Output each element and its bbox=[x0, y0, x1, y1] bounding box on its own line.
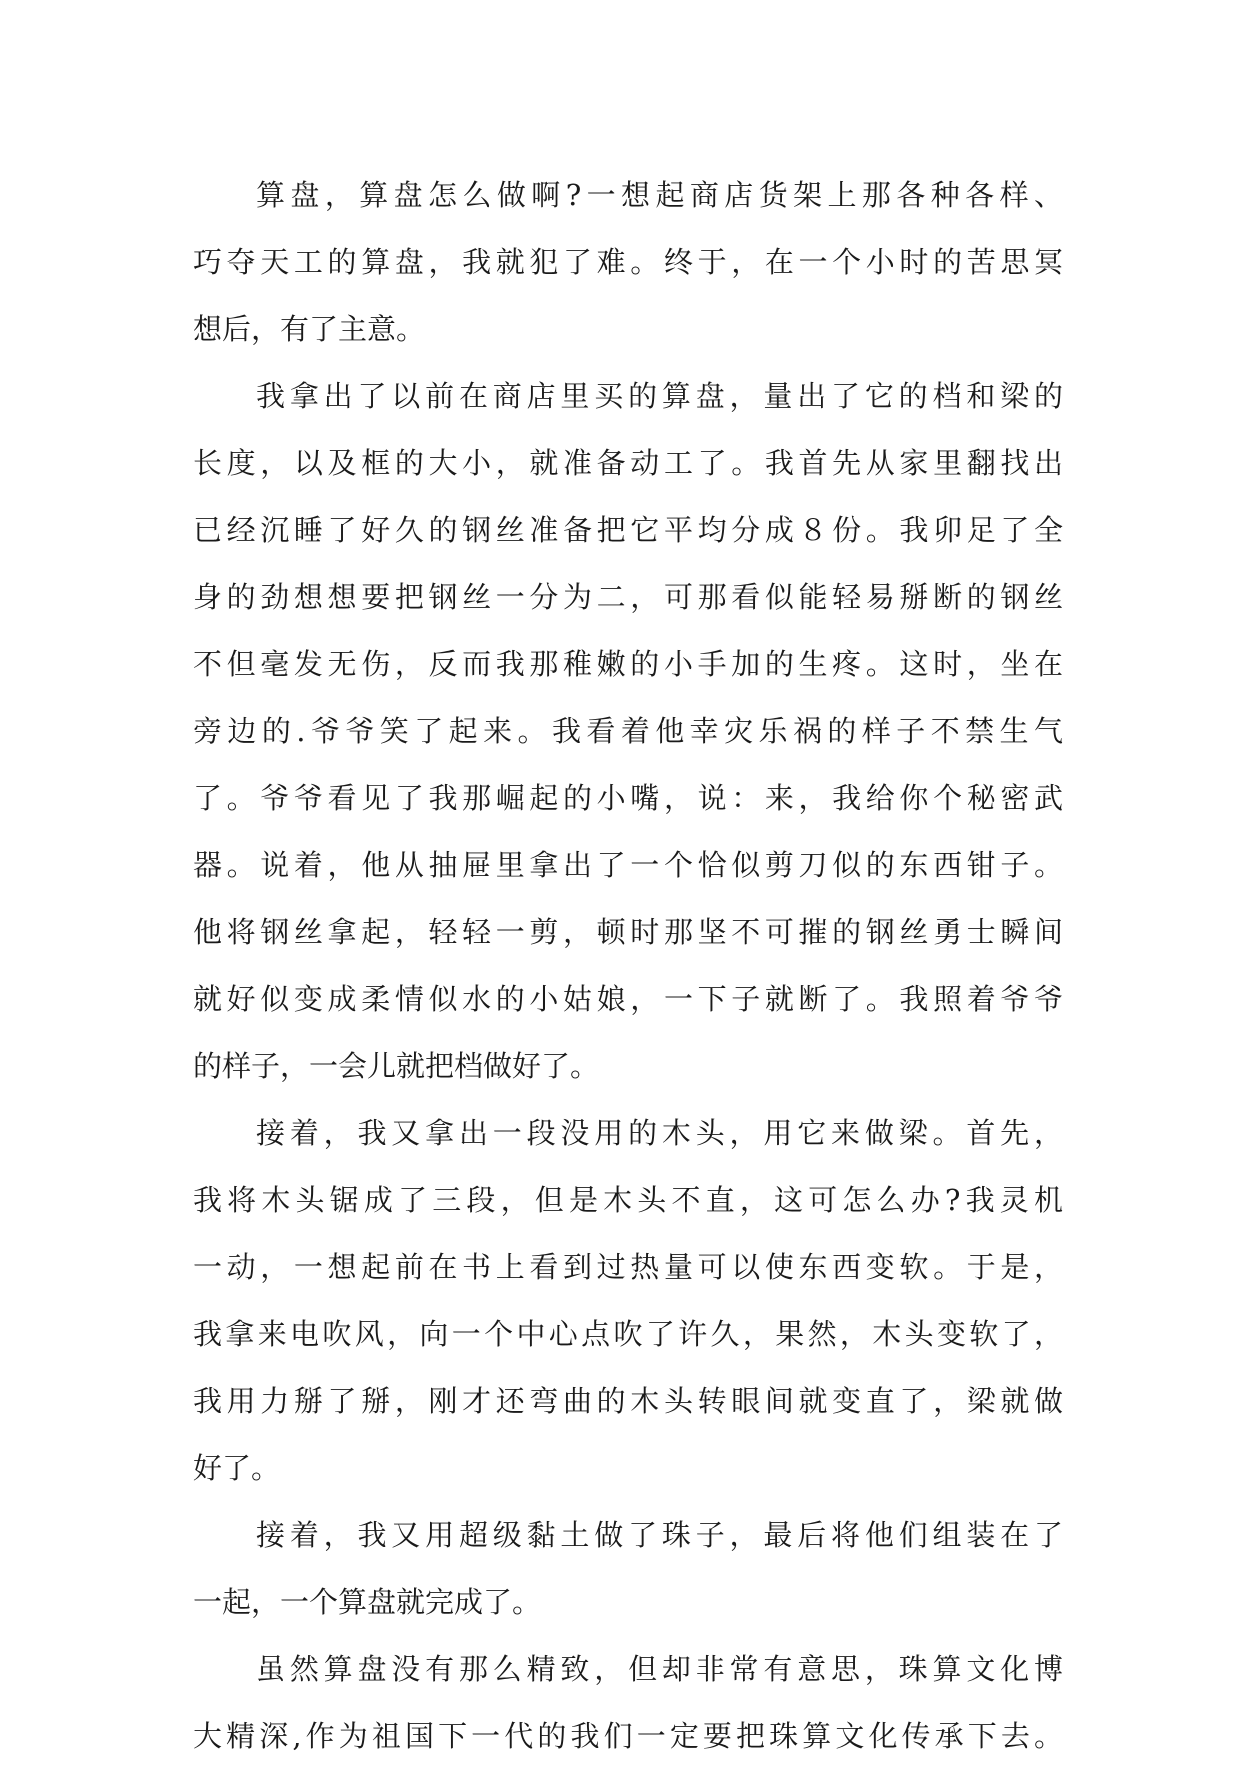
text-line: 算盘，算盘怎么做啊?一想起商店货架上那各种各样、 bbox=[256, 178, 1063, 212]
paragraph-1 bbox=[193, 162, 1063, 363]
text-line: 巧夺天工的算盘，我就犯了难。终于，在一个小时的苦思冥 bbox=[193, 245, 1063, 279]
text-line: 旁边的.爷爷笑了起来。我看着他幸灾乐祸的样子不禁生气 bbox=[193, 714, 1063, 748]
text-line: 虽然算盘没有那么精致，但却非常有意思，珠算文化博 bbox=[256, 1652, 1063, 1686]
text-line: 接着，我又用超级黏土做了珠子，最后将他们组装在了 bbox=[256, 1518, 1063, 1552]
text-line: 我用力掰了掰，刚才还弯曲的木头转眼间就变直了，梁就做 bbox=[193, 1384, 1063, 1418]
text-line: 就好似变成柔情似水的小姑娘，一下子就断了。我照着爷爷 bbox=[193, 982, 1063, 1016]
text-line: 长度，以及框的大小，就准备动工了。我首先从家里翻找出 bbox=[193, 446, 1063, 480]
paragraph-5 bbox=[193, 1636, 1063, 1770]
paragraph-4 bbox=[193, 1502, 1063, 1636]
text-line: 一动，一想起前在书上看到过热量可以使东西变软。于是， bbox=[193, 1250, 1063, 1284]
text-line: 不但毫发无伤，反而我那稚嫩的小手加的生疼。这时，坐在 bbox=[193, 647, 1063, 681]
text-line: 我拿出了以前在商店里买的算盘，量出了它的档和梁的 bbox=[256, 379, 1063, 413]
text-line: 接着，我又拿出一段没用的木头，用它来做梁。首先， bbox=[256, 1116, 1063, 1150]
text-line: 已经沉睡了好久的钢丝准备把它平均分成８份。我卯足了全 bbox=[193, 513, 1063, 547]
text-line: 大精深,作为祖国下一代的我们一定要把珠算文化传承下去。 bbox=[193, 1719, 1063, 1753]
text-line: 身的劲想想要把钢丝一分为二，可那看似能轻易掰断的钢丝 bbox=[193, 580, 1063, 614]
text-line: 的样子，一会儿就把档做好了。 bbox=[193, 1049, 600, 1083]
document-body bbox=[193, 162, 1063, 1770]
text-line: 我拿来电吹风，向一个中心点吹了许久，果然，木头变软了， bbox=[193, 1317, 1063, 1351]
paragraph-2 bbox=[193, 363, 1063, 1100]
text-line: 了。爷爷看见了我那崛起的小嘴，说：来，我给你个秘密武 bbox=[193, 781, 1063, 815]
text-line: 想后，有了主意。 bbox=[193, 312, 426, 346]
text-line: 他将钢丝拿起，轻轻一剪，顿时那坚不可摧的钢丝勇士瞬间 bbox=[193, 915, 1063, 949]
text-line: 我将木头锯成了三段，但是木头不直，这可怎么办?我灵机 bbox=[193, 1183, 1063, 1217]
text-line: 好了。 bbox=[193, 1451, 281, 1485]
paragraph-3 bbox=[193, 1100, 1063, 1502]
text-line: 器。说着，他从抽屉里拿出了一个恰似剪刀似的东西钳子。 bbox=[193, 848, 1063, 882]
text-line: 一起，一个算盘就完成了。 bbox=[193, 1585, 542, 1619]
